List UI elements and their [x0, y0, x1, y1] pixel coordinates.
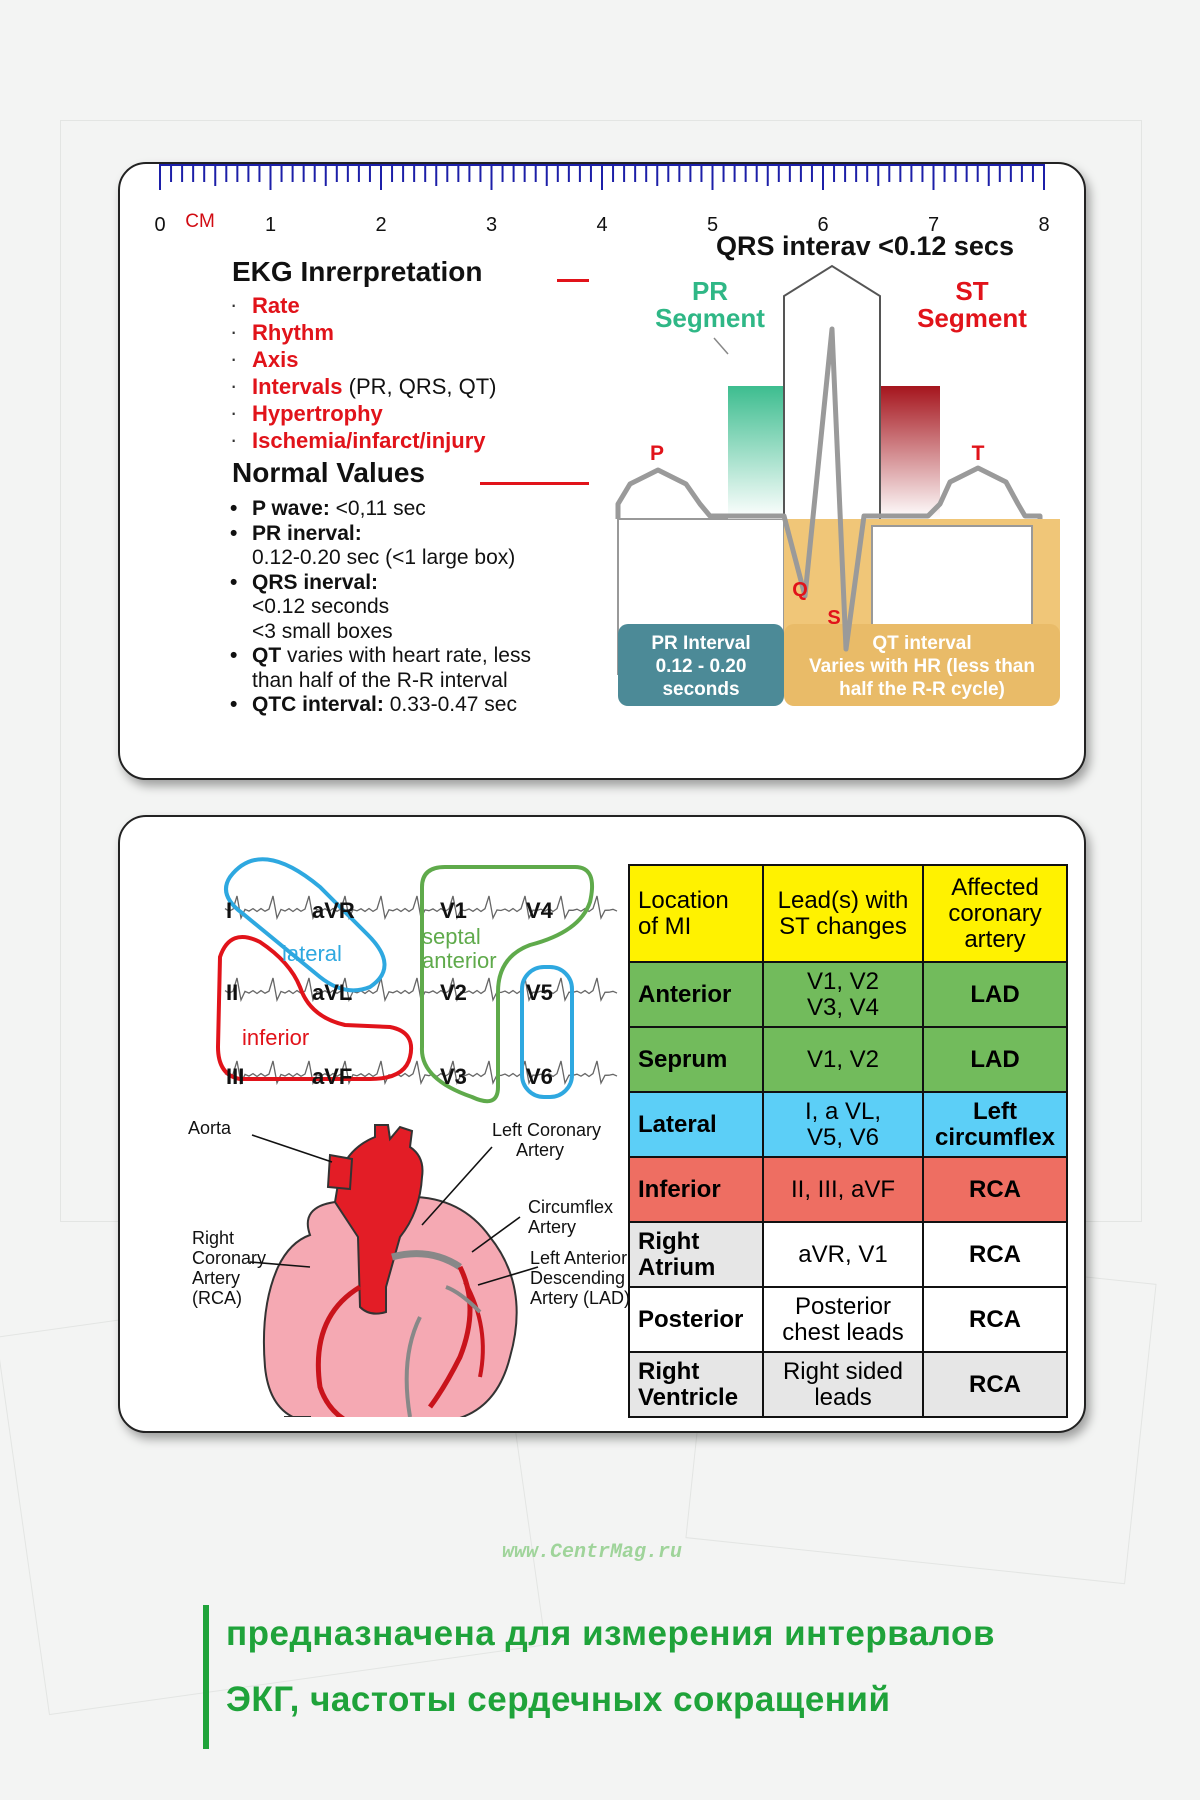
svc-shape — [328, 1155, 352, 1189]
septal-label: septal — [422, 924, 481, 949]
ruler-label: 2 — [375, 214, 387, 236]
qt-interval-desc: Varies with HR (less than — [809, 656, 1035, 677]
list-item: · Rate — [230, 292, 300, 318]
pr-segment-label: PR — [691, 276, 729, 306]
row-artery: LAD — [923, 962, 1067, 1027]
ruler-label: 7 — [927, 214, 940, 236]
row-artery: RCA — [923, 1352, 1067, 1417]
lead-label: V6 — [526, 1064, 553, 1089]
q-label: Q — [792, 579, 808, 601]
lad-label-3: Artery (LAD) — [530, 1288, 631, 1308]
mi-location-card — [118, 815, 1086, 1433]
ruler-label: 8 — [1038, 214, 1050, 236]
row-location: Posterior — [629, 1287, 763, 1352]
lca-label-2: Artery — [516, 1140, 565, 1160]
pr-segment-bar — [728, 386, 784, 519]
normal-values-underline — [480, 482, 589, 485]
anterior-label: anterior — [422, 948, 497, 973]
row-location: Right Ventricle — [629, 1352, 763, 1417]
lead-label: V3 — [440, 1064, 467, 1089]
st-segment-label: ST — [955, 276, 989, 306]
table-row — [629, 1222, 1067, 1287]
qrs-title: QRS interav <0.12 secs — [716, 231, 1014, 261]
row-leads: aVR, V1 — [763, 1222, 923, 1287]
pointer-line — [252, 1135, 332, 1162]
table-row — [629, 1027, 1067, 1092]
list-item: · Axis — [230, 346, 299, 372]
row-location: Inferior — [629, 1157, 763, 1222]
interpretation-title: EKG Inrerpretation — [232, 256, 483, 287]
qrs-box — [784, 266, 880, 519]
heart-diagram — [160, 1117, 640, 1417]
lateral-outline — [226, 859, 385, 990]
table-row — [629, 1352, 1067, 1417]
row-location: Seprum — [629, 1027, 763, 1092]
aorta-label: Aorta — [188, 1118, 232, 1138]
lead-label: I — [226, 898, 233, 923]
lad-label-2: Descending — [530, 1268, 626, 1288]
ecg-waveform-diagram — [600, 214, 1080, 734]
pr-interval-value: 0.12 - 0.20 — [655, 656, 747, 677]
table-header-row — [629, 865, 1067, 962]
qt-interval-desc-2: half the R-R cycle) — [839, 679, 1005, 700]
rca-label-3: Artery — [192, 1268, 241, 1288]
lead-label: II — [226, 980, 239, 1005]
table-row — [629, 1092, 1067, 1157]
lead-label: V1 — [440, 898, 467, 923]
list-item: • QT varies with heart rate, less than half of the R-R interval — [230, 644, 531, 692]
row-leads: I, a VL, V5, V6 — [763, 1092, 923, 1157]
lead-label: V2 — [440, 980, 467, 1005]
ruler-unit: CM — [185, 211, 215, 232]
header-artery: Affected coronary artery — [923, 865, 1067, 962]
st-segment-label-2: Segment — [917, 303, 1027, 333]
footer-line-1: предназначена для измерения интервалов — [226, 1614, 995, 1653]
pr-interval-label: PR Interval — [651, 633, 751, 654]
list-item: · Intervals (PR, QRS, QT) — [230, 373, 497, 399]
row-artery: LAD — [923, 1027, 1067, 1092]
rca-label: Right — [192, 1228, 235, 1248]
list-item: · Ischemia/infarct/injury — [230, 427, 486, 453]
interpretation-list — [230, 292, 497, 454]
row-artery: RCA — [923, 1222, 1067, 1287]
list-item: · Rhythm — [230, 319, 334, 345]
lead-label: aVL — [312, 980, 353, 1005]
row-artery: RCA — [923, 1157, 1067, 1222]
list-item: • P wave: <0,11 sec — [230, 497, 426, 520]
list-item: • QTC interval: 0.33-0.47 sec — [230, 693, 517, 716]
lateral-label: lateral — [282, 941, 342, 966]
circumflex-label: Circumflex — [528, 1197, 614, 1217]
lead-label: aVF — [312, 1064, 353, 1089]
ruler-label: 3 — [485, 214, 498, 236]
st-segment-bar — [880, 386, 940, 519]
row-location: Lateral — [629, 1092, 763, 1157]
row-artery: RCA — [923, 1287, 1067, 1352]
inferior-label: inferior — [242, 1025, 310, 1050]
normal-values-title: Normal Values — [232, 457, 425, 488]
t-label: T — [971, 442, 985, 465]
circumflex-label-2: Artery — [528, 1217, 577, 1237]
s-label: S — [827, 607, 841, 629]
row-leads: Posterior chest leads — [763, 1287, 923, 1352]
row-leads: V1, V2 — [763, 1027, 923, 1092]
qt-inner-box — [872, 526, 1032, 631]
table-row — [629, 1287, 1067, 1352]
ruler-label: 5 — [706, 214, 719, 236]
website-watermark: www.CentrMag.ru — [502, 1541, 683, 1564]
lead-label: V4 — [526, 898, 553, 923]
lead-label: V5 — [526, 980, 553, 1005]
ekg-interpretation-card — [118, 162, 1086, 780]
lad-label: Left Anterior — [530, 1248, 628, 1268]
header-leads: Lead(s) with ST changes — [763, 865, 923, 962]
list-item: • PR inerval: 0.12-0.20 sec (<1 large box) — [230, 521, 516, 569]
footer-accent-bar — [203, 1605, 209, 1749]
rca-label-2: Coronary — [192, 1248, 267, 1268]
ruler-label: 4 — [596, 214, 608, 236]
list-item: · Hypertrophy — [230, 400, 383, 426]
row-location: Anterior — [629, 962, 763, 1027]
ruler-label: 0 — [154, 214, 166, 236]
row-leads: V1, V2 V3, V4 — [763, 962, 923, 1027]
ruler-label: 1 — [264, 214, 277, 236]
lead-grid — [120, 817, 640, 1117]
lead-label: III — [226, 1064, 245, 1089]
normal-values-list — [230, 497, 531, 718]
table-row — [629, 1157, 1067, 1222]
pr-segment-label-2: Segment — [655, 303, 765, 333]
heart-illustration — [264, 1125, 517, 1417]
cm-ruler — [120, 164, 1084, 204]
title-underline — [557, 279, 589, 282]
mi-location-table — [628, 864, 1068, 1418]
footer-line-2: ЭКГ, частоты сердечных сокращений — [226, 1680, 891, 1719]
pr-pointer-line — [714, 338, 728, 354]
lead-label: aVR — [312, 898, 355, 923]
list-item: • QRS inerval: <0.12 seconds <3 small boxes — [230, 570, 393, 643]
ruler-label: 6 — [817, 214, 829, 236]
rca-label-4: (RCA) — [192, 1288, 242, 1308]
row-leads: II, III, aVF — [763, 1157, 923, 1222]
table-row — [629, 962, 1067, 1027]
row-artery: Left circumflex — [923, 1092, 1067, 1157]
row-location: Right Atrium — [629, 1222, 763, 1287]
lca-label: Left Coronary — [492, 1120, 602, 1140]
qt-interval-label: QT interval — [872, 633, 972, 654]
p-label: P — [649, 442, 665, 465]
row-leads: Right sided leads — [763, 1352, 923, 1417]
pr-interval-unit: seconds — [662, 679, 740, 700]
header-location: Location of MI — [629, 865, 763, 962]
